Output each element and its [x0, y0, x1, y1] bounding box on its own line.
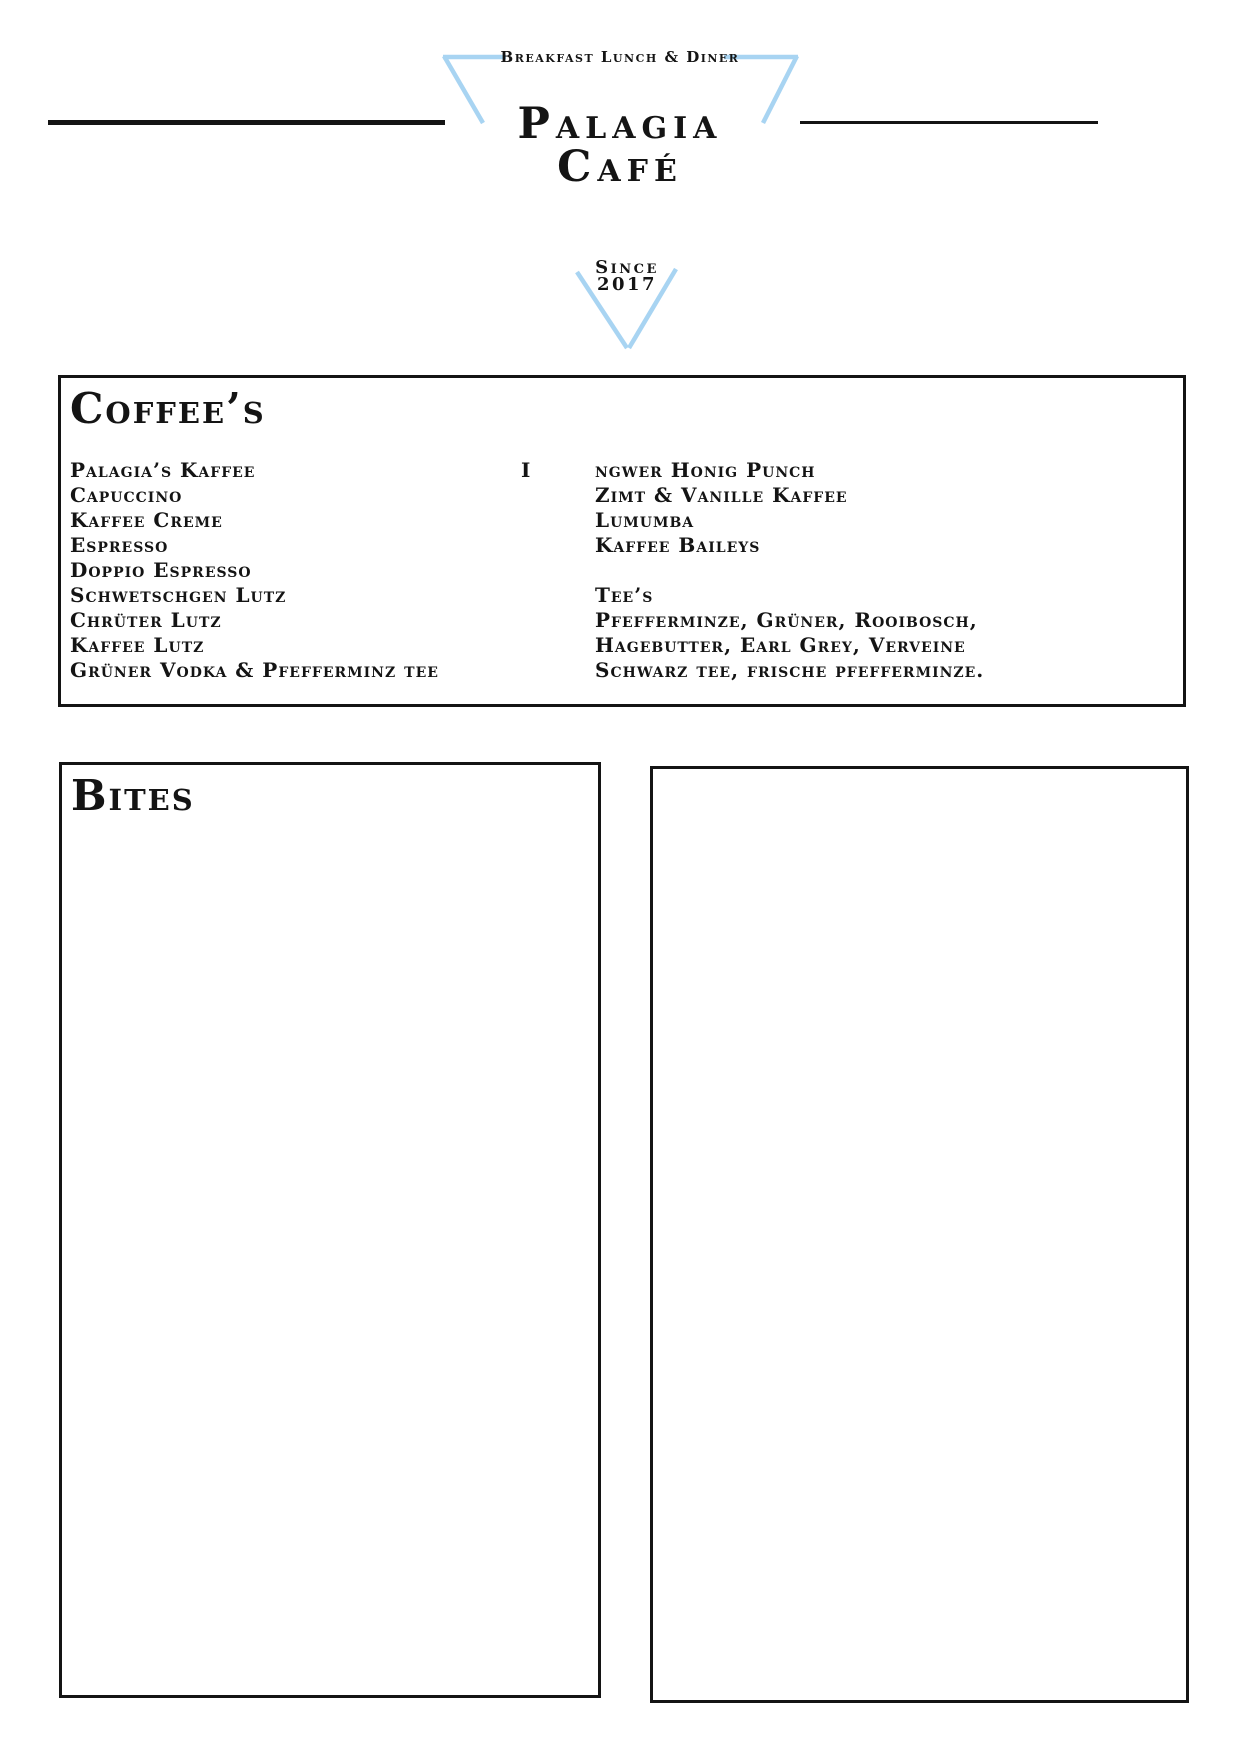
menu-row — [70, 658, 1174, 683]
menu-item-mid — [521, 508, 595, 533]
menu-item-right: Hagebutter, Earl Grey, Verveine — [595, 633, 966, 657]
menu-item-left: Kaffee Lutz — [70, 633, 205, 657]
menu-item-mid — [521, 583, 595, 608]
menu-item-right: Schwarz tee, frische pfefferminze. — [595, 658, 985, 682]
menu-row — [70, 458, 1174, 483]
menu-item-left: Chrüter Lutz — [70, 608, 222, 632]
menu-item-left: Palagia’s Kaffee — [70, 458, 256, 482]
menu-row — [70, 558, 1174, 583]
menu-row — [70, 633, 1174, 658]
coffees-title: Coffee’s — [70, 384, 266, 433]
menu-item-mid — [521, 558, 595, 583]
menu-item-mid: I — [521, 458, 532, 482]
menu-row — [70, 608, 1174, 633]
since-year: 2017 — [596, 274, 658, 295]
menu-item-right: Kaffee Baileys — [595, 533, 761, 557]
menu-item-mid — [521, 533, 595, 558]
menu-row — [70, 483, 1174, 508]
cafe-title-line-1: Palagia — [517, 99, 723, 149]
menu-item-right: Lumumba — [595, 508, 695, 532]
menu-item-right: Pfefferminze, Grüner, Rooibosch, — [595, 608, 978, 632]
cafe-title — [0, 99, 1240, 192]
menu-item-mid — [521, 633, 595, 658]
coffees-section — [58, 375, 1186, 707]
since-badge — [527, 259, 727, 293]
cafe-title-line-2: Café — [557, 142, 683, 192]
menu-item-left: Capuccino — [70, 483, 183, 507]
menu-item-left: Grüner Vodka & Pfefferminz tee — [70, 658, 439, 682]
menu-item-left: Schwetschgen Lutz — [70, 583, 287, 607]
empty-section-box — [650, 766, 1189, 1703]
menu-item-left: Doppio Espresso — [70, 558, 252, 582]
menu-row — [70, 533, 1174, 558]
menu-item-mid — [521, 608, 595, 633]
menu-row — [70, 508, 1174, 533]
bites-section — [59, 762, 601, 1698]
since-word: Since — [595, 257, 659, 278]
menu-item-mid — [521, 658, 595, 683]
menu-item-mid — [521, 483, 595, 508]
menu-item-right: Zimt & Vanille Kaffee — [595, 483, 848, 507]
menu-item-right: Tee’s — [595, 583, 654, 607]
tagline: Breakfast Lunch & Diner — [500, 48, 740, 66]
coffee-menu — [70, 458, 1174, 683]
menu-row — [70, 583, 1174, 608]
menu-item-left: Kaffee Creme — [70, 508, 223, 532]
menu-item-right: ngwer Honig Punch — [595, 458, 816, 482]
menu-item-left: Espresso — [70, 533, 169, 557]
menu-item-right — [595, 558, 1174, 583]
bites-title: Bites — [71, 771, 195, 820]
